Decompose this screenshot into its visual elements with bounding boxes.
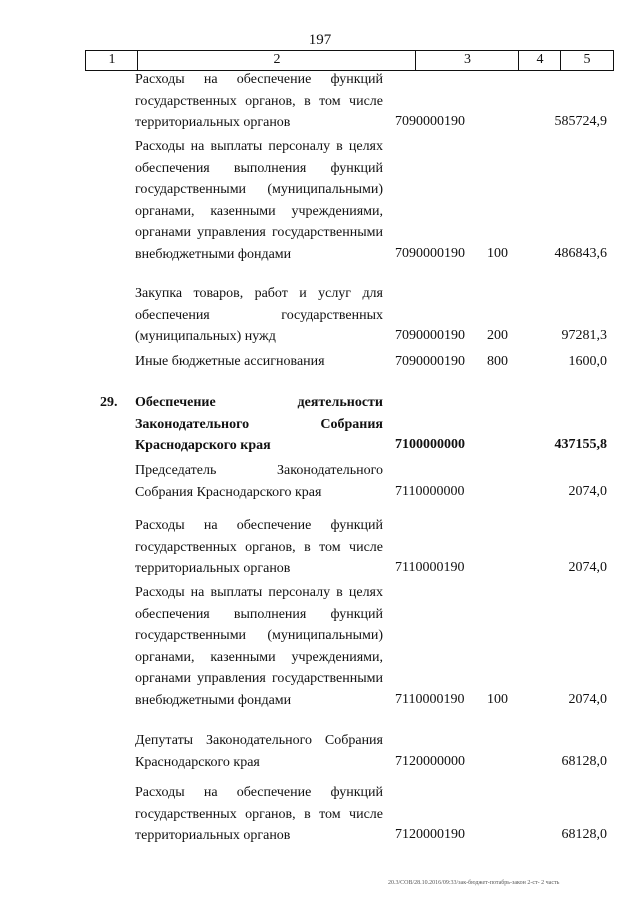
row-code: 7110000000 [395,484,465,500]
header-col-4: 4 [518,51,561,70]
row-amount: 68128,0 [561,754,607,770]
row-expense-type: 100 [487,692,508,708]
row-code: 7120000000 [395,754,465,770]
row-description: Расходы на выплаты персоналу в целях обеспечения выполнения функций государственными (муниципальными) органами, казенными учреждениями, органами управления государственными внебюджетными фондами [135,139,383,262]
row-code: 7090000190 [395,114,465,130]
row-description: Расходы на обеспечение функций государственных органов, в том числе территориальных органов [135,785,383,844]
row-description: Закупка товаров, работ и услуг для обеспечения государственных (муниципальных) нужд [135,286,383,345]
table-row [0,460,640,503]
row-description: Обеспечение деятельности Законодательного Собрания Краснодарского края [135,395,383,454]
row-expense-type: 100 [487,246,508,262]
row-amount: 2074,0 [568,560,607,576]
row-code: 7110000190 [395,560,465,576]
row-amount: 97281,3 [561,328,607,344]
table-row [0,392,640,456]
row-amount: 2074,0 [568,484,607,500]
header-col-1: 1 [85,51,138,70]
header-col-2: 2 [137,51,416,70]
table-row [0,515,640,579]
row-amount: 1600,0 [568,354,607,370]
table-row [0,351,640,373]
row-code: 7110000190 [395,692,465,708]
row-code: 7090000190 [395,246,465,262]
table-row [0,782,640,846]
row-description: Расходы на обеспечение функций государственных органов, в том числе территориальных органов [135,72,383,131]
table-row [0,730,640,773]
table-row [0,69,640,133]
row-code: 7090000190 [395,328,465,344]
table-row [0,283,640,347]
header-col-3: 3 [415,51,519,70]
row-number: 29. [100,395,118,410]
footer-stamp: 20.3/СОВ/28.10.2016/09:33/зак-бюджет-потабрь-закон 2-ст- 2 часть [388,880,560,886]
row-description: Расходы на обеспечение функций государственных органов, в том числе территориальных органов [135,518,383,577]
row-code: 7100000000 [395,437,465,453]
row-code: 7090000190 [395,354,465,370]
table-header-row [85,50,614,71]
row-amount: 585724,9 [554,114,607,130]
row-description: Расходы на выплаты персоналу в целях обеспечения выполнения функций государственными (муниципальными) органами, казенными учреждениями, органами управления государственными внебюджетными фондами [135,585,383,708]
header-col-5: 5 [560,51,614,70]
page-number: 197 [308,32,332,48]
row-code: 7120000190 [395,827,465,843]
row-amount: 437155,8 [554,437,607,453]
table-row [0,582,640,711]
row-expense-type: 800 [487,354,508,370]
row-amount: 2074,0 [568,692,607,708]
row-amount: 486843,6 [554,246,607,262]
row-amount: 68128,0 [561,827,607,843]
row-description: Депутаты Законодательного Собрания Краснодарского края [135,733,383,770]
row-expense-type: 200 [487,328,508,344]
row-description: Иные бюджетные ассигнования [135,354,325,369]
row-description: Председатель Законодательного Собрания Краснодарского края [135,463,383,500]
table-row [0,136,640,265]
